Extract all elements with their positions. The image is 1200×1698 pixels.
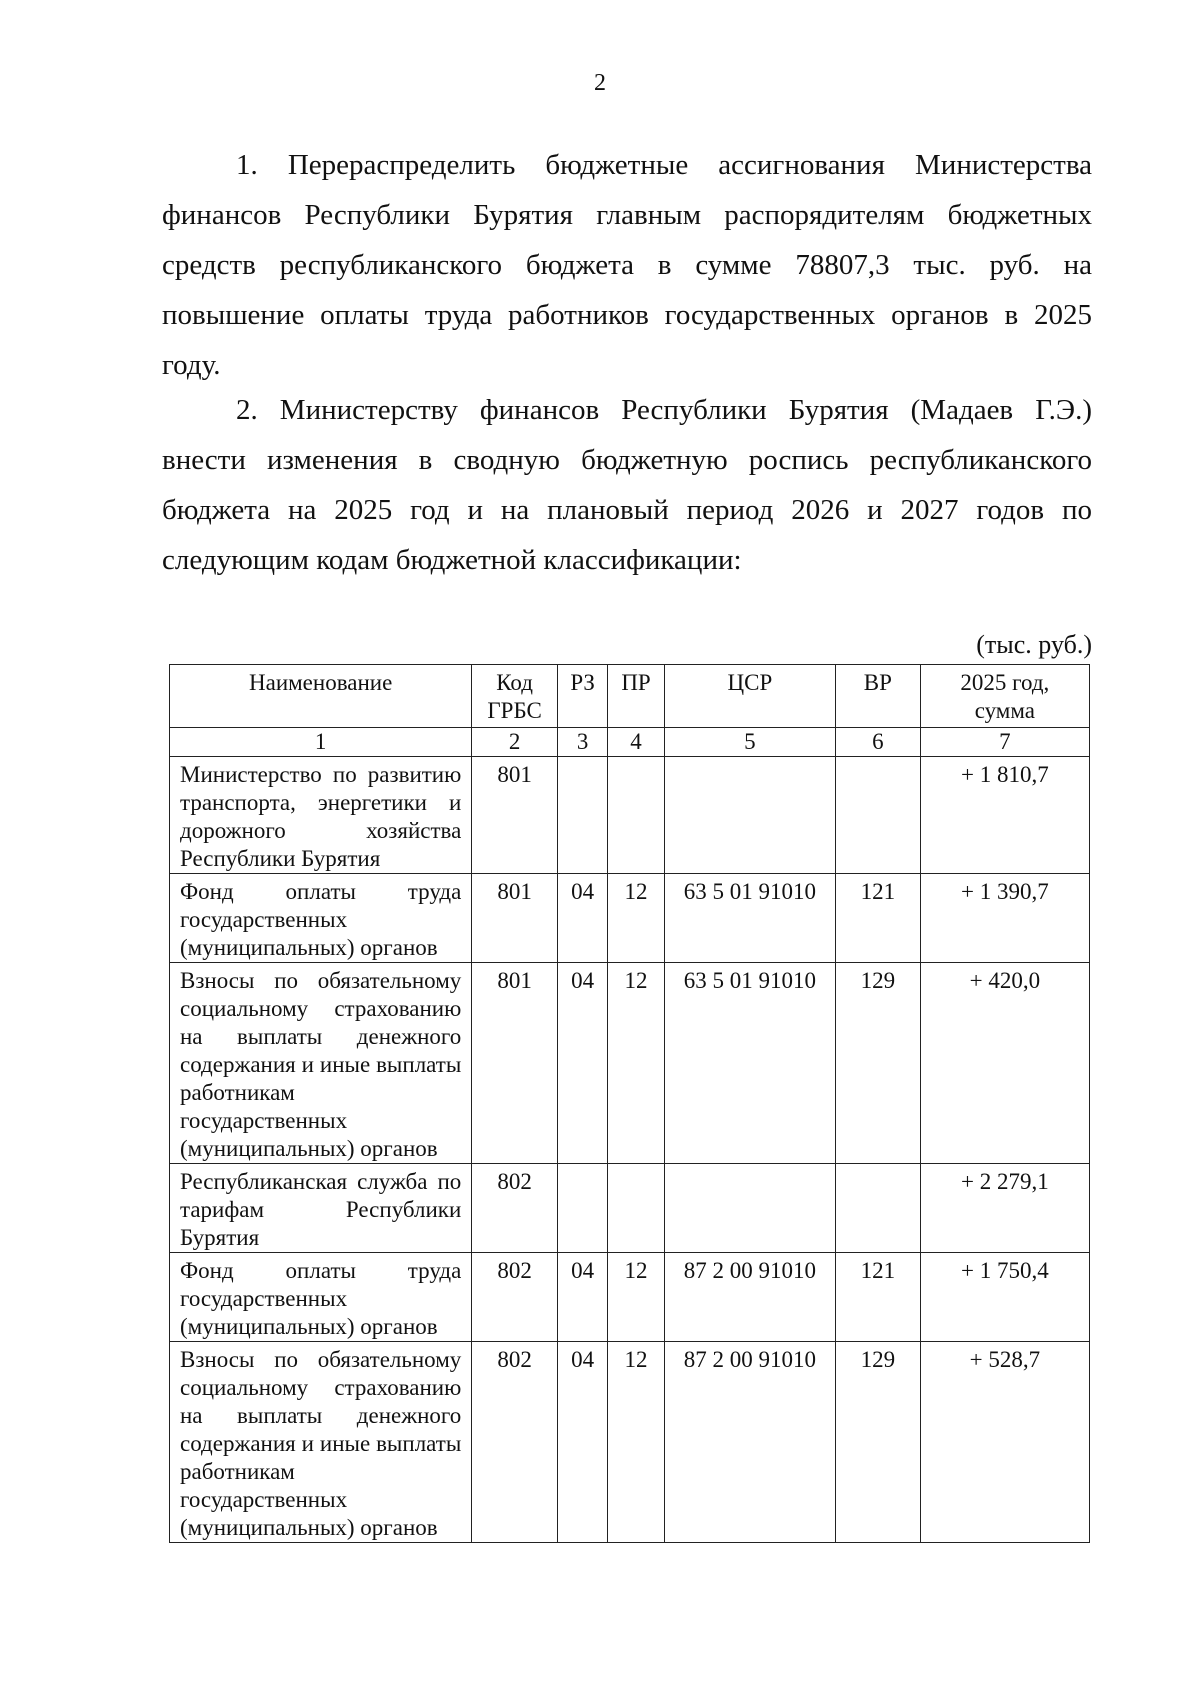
row-name: Фонд оплаты труда государственных (муниципальных) органов <box>170 874 472 963</box>
column-number: 4 <box>608 728 664 757</box>
units-label: (тыс. руб.) <box>976 630 1092 659</box>
column-number: 6 <box>836 728 921 757</box>
column-number: 7 <box>920 728 1089 757</box>
header-pr: ПР <box>608 665 664 728</box>
row-grbs: 802 <box>472 1253 558 1342</box>
table-row <box>170 1164 1090 1253</box>
row-vr: 121 <box>836 874 921 963</box>
row-sum: + 528,7 <box>920 1342 1089 1543</box>
row-grbs: 801 <box>472 874 558 963</box>
row-vr: 129 <box>836 1342 921 1543</box>
row-name: Республиканская служба по тарифам Республики Бурятия <box>170 1164 472 1253</box>
header-rz: РЗ <box>557 665 607 728</box>
header-csr: ЦСР <box>664 665 835 728</box>
table-row <box>170 1253 1090 1342</box>
row-name: Фонд оплаты труда государственных (муниципальных) органов <box>170 1253 472 1342</box>
row-pr <box>608 1164 664 1253</box>
table-row <box>170 757 1090 874</box>
row-pr: 12 <box>608 874 664 963</box>
column-number: 3 <box>557 728 607 757</box>
row-sum: + 2 279,1 <box>920 1164 1089 1253</box>
row-csr <box>664 1164 835 1253</box>
header-sum: 2025 год, сумма <box>920 665 1089 728</box>
row-pr: 12 <box>608 1342 664 1543</box>
page-number: 2 <box>594 70 606 96</box>
row-name: Взносы по обязательному социальному страхованию на выплаты денежного содержания и иные выплаты работникам государственных (муниципальных) органов <box>170 1342 472 1543</box>
table-row <box>170 1342 1090 1543</box>
row-rz <box>557 1164 607 1253</box>
row-rz: 04 <box>557 874 607 963</box>
row-grbs: 801 <box>472 963 558 1164</box>
budget-table <box>169 664 1090 1543</box>
header-grbs: Код ГРБС <box>472 665 558 728</box>
row-sum: + 420,0 <box>920 963 1089 1164</box>
table-row <box>170 874 1090 963</box>
row-pr: 12 <box>608 1253 664 1342</box>
row-pr: 12 <box>608 963 664 1164</box>
row-csr <box>664 757 835 874</box>
header-vr: ВР <box>836 665 921 728</box>
row-vr <box>836 1164 921 1253</box>
row-rz: 04 <box>557 1253 607 1342</box>
row-vr: 129 <box>836 963 921 1164</box>
row-grbs: 802 <box>472 1164 558 1253</box>
row-pr <box>608 757 664 874</box>
column-number-row <box>170 728 1090 757</box>
header-name: Наименование <box>170 665 472 728</box>
row-name: Взносы по обязательному социальному страхованию на выплаты денежного содержания и иные выплаты работникам государственных (муниципальных) органов <box>170 963 472 1164</box>
row-rz: 04 <box>557 1342 607 1543</box>
table-header-row <box>170 665 1090 728</box>
row-vr: 121 <box>836 1253 921 1342</box>
row-csr: 63 5 01 91010 <box>664 874 835 963</box>
column-number: 2 <box>472 728 558 757</box>
table-row <box>170 963 1090 1164</box>
row-sum: + 1 750,4 <box>920 1253 1089 1342</box>
paragraph-2: 2. Министерству финансов Республики Бурятия (Мадаев Г.Э.) внести изменения в сводную бюджетную роспись республиканского бюджета на 2025 год и на плановый период 2026 и 2027 годов по следующим кодам бюджетной классификации: <box>162 394 1092 576</box>
row-rz: 04 <box>557 963 607 1164</box>
row-grbs: 802 <box>472 1342 558 1543</box>
row-sum: + 1 390,7 <box>920 874 1089 963</box>
row-csr: 87 2 00 91010 <box>664 1253 835 1342</box>
row-csr: 87 2 00 91010 <box>664 1342 835 1543</box>
column-number: 1 <box>170 728 472 757</box>
row-vr <box>836 757 921 874</box>
column-number: 5 <box>664 728 835 757</box>
row-csr: 63 5 01 91010 <box>664 963 835 1164</box>
row-sum: + 1 810,7 <box>920 757 1089 874</box>
row-grbs: 801 <box>472 757 558 874</box>
row-rz <box>557 757 607 874</box>
paragraph-1: 1. Перераспределить бюджетные ассигнования Министерства финансов Республики Бурятия главным распорядителям бюджетных средств республиканского бюджета в сумме 78807,3 тыс. руб. на повышение оплаты труда работников государственных органов в 2025 году. <box>162 149 1092 381</box>
row-name: Министерство по развитию транспорта, энергетики и дорожного хозяйства Республики Бурятия <box>170 757 472 874</box>
